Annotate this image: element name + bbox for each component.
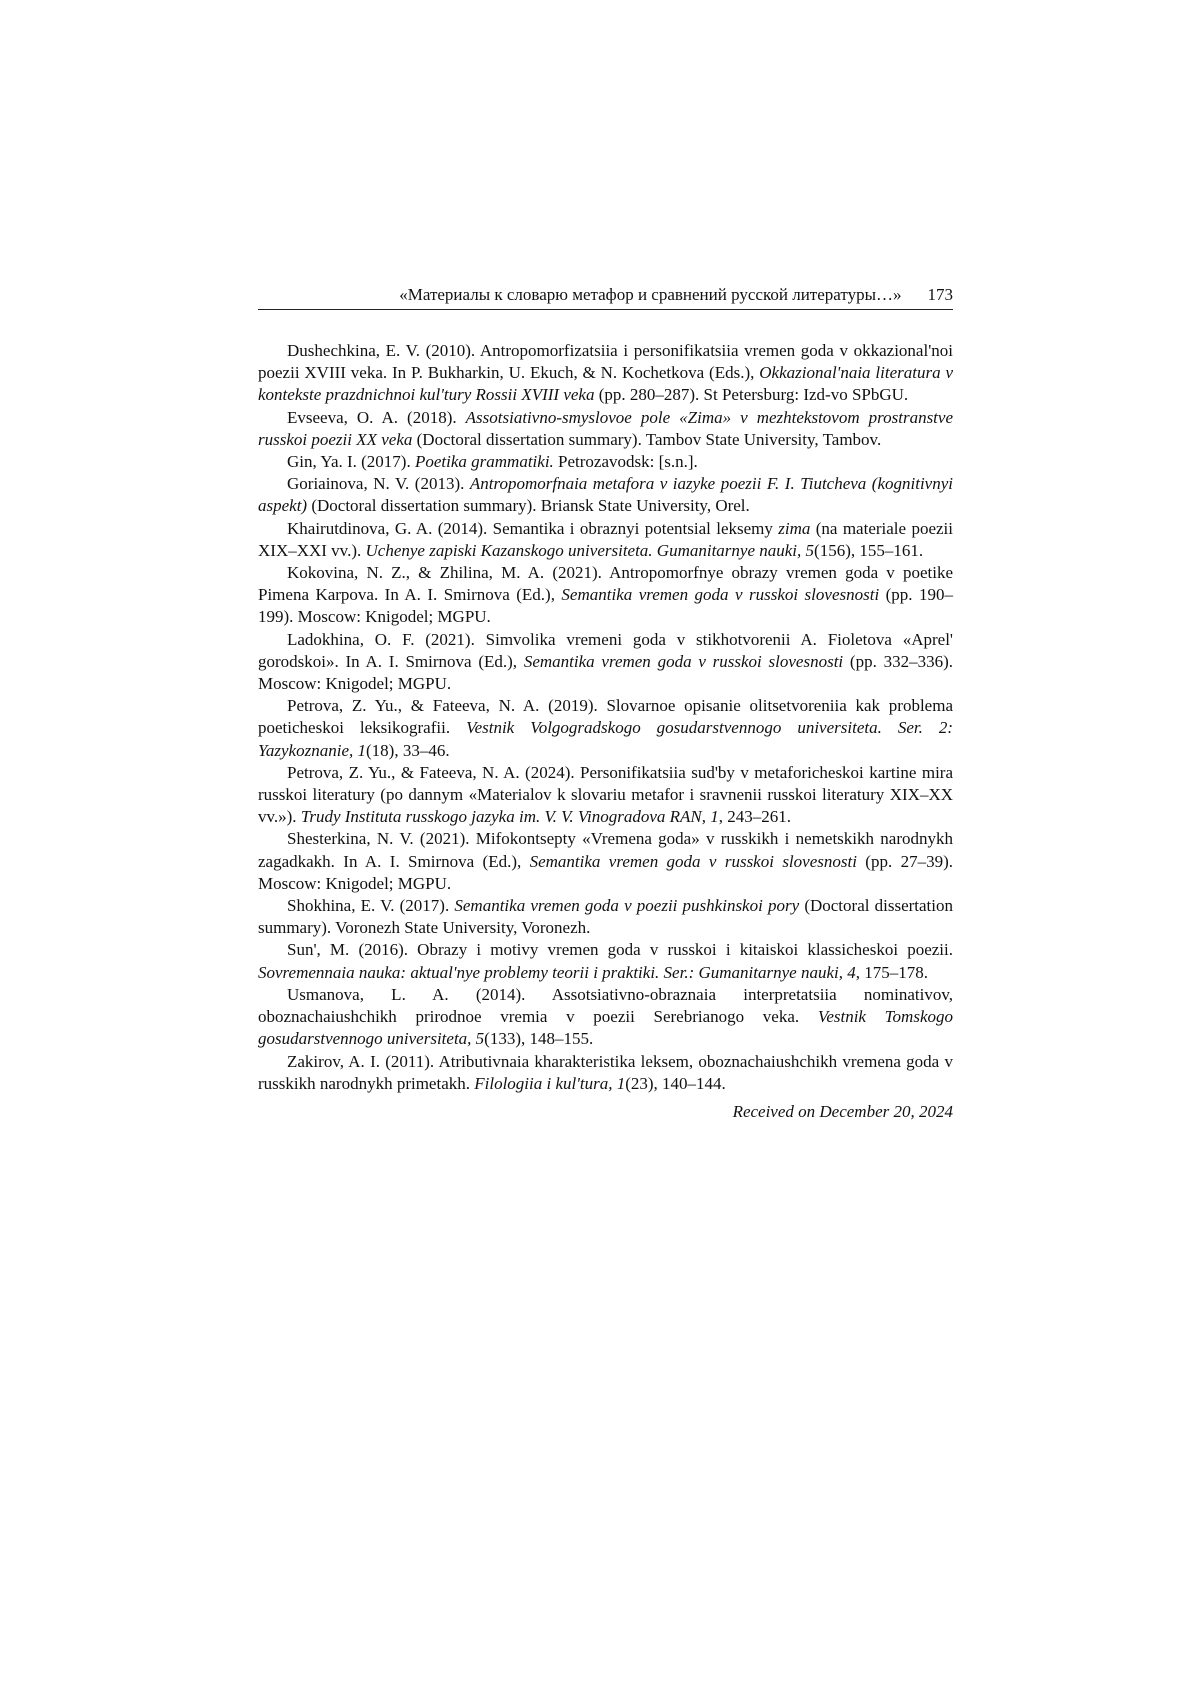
received-date: Received on December 20, 2024 xyxy=(732,1101,953,1121)
reference-item: Ladokhina, O. F. (2021). Simvolika vremeni goda v stikhotvorenii A. Fioletova «Aprel' gorodskoi». In A. I. Smirnova (Ed.), Semantika vremen goda v russkoi slovesnosti (pp. 332–336). Moscow: Knigodel; MGPU. xyxy=(258,629,953,694)
reference-item: Petrova, Z. Yu., & Fateeva, N. A. (2024). Personifikatsiia sud'by v metaforicheskoi kartine mira russkoi literatury (po dannym «Materialov k slovariu metafor i sravnenii russkoi literatury XIX–XX vv.»). Trudy Instituta russkogo jazyka im. V. V. Vinogradova RAN, 1, 243–261. xyxy=(258,762,953,827)
reference-item: Zakirov, A. I. (2011). Atributivnaia kharakteristika leksem, oboznachaiushchikh vremena goda v russkikh narodnykh primetakh. Filologiia i kul'tura, 1(23), 140–144. xyxy=(258,1051,953,1093)
reference-item: Shokhina, E. V. (2017). Semantika vremen goda v poezii pushkinskoi pory (Doctoral dissertation summary). Voronezh State University, Voronezh. xyxy=(258,896,953,938)
reference-item: Sun', M. (2016). Obrazy i motivy vremen goda v russkoi i kitaiskoi klassicheskoi poezii. Sovremennaia nauka: aktual'nye problemy teorii i praktiki. Ser.: Gumanitarnye nauki, 4, 175–178. xyxy=(258,940,953,982)
reference-item: Goriainova, N. V. (2013). Antropomorfnaia metafora v iazyke poezii F. I. Tiutcheva (kognitivnyi aspekt) (Doctoral dissertation summary). Briansk State University, Orel. xyxy=(258,474,953,516)
reference-item: Gin, Ya. I. (2017). Poetika grammatiki. Petrozavodsk: [s.n.]. xyxy=(287,452,698,472)
page-number: 173 xyxy=(927,285,953,304)
reference-item: Evseeva, O. A. (2018). Assotsiativno-smyslovoe pole «Zima» v mezhtekstovom prostranstve russkoi poezii XX veka (Doctoral dissertation summary). Tambov State University, Tambov. xyxy=(258,407,954,449)
running-title: «Материалы к словарю метафор и сравнений русской литературы…» xyxy=(399,285,902,304)
reference-item: Usmanova, L. A. (2014). Assotsiativno-obraznaia interpretatsiia nominativov, oboznachaiushchikh prirodnoe vremia v poezii Serebrianogo veka. Vestnik Tomskogo gosudarstvennogo universiteta, 5(133), 148–155. xyxy=(258,984,953,1049)
reference-item: Petrova, Z. Yu., & Fateeva, N. A. (2019). Slovarnoe opisanie olitsetvoreniia kak problema poeticheskoi leksikografii. Vestnik Volgogradskogo gosudarstvennogo universiteta. Ser. 2: Yazykoznanie, 1(18), 33–46. xyxy=(258,696,953,760)
reference-item: Khairutdinova, G. A. (2014). Semantika i obraznyi potentsial leksemy zima (na materiale poezii XIX–XXI vv.). Uchenye zapiski Kazanskogo universiteta. Gumanitarnye nauki, 5(156), 155–161. xyxy=(258,518,953,560)
reference-item: Shesterkina, N. V. (2021). Mifokontsepty «Vremena goda» v russkikh i nemetskikh narodnykh zagadkakh. In A. I. Smirnova (Ed.), Semantika vremen goda v russkoi slovesnosti (pp. 27–39). Moscow: Knigodel; MGPU. xyxy=(258,829,953,893)
running-header xyxy=(258,284,953,310)
page-content xyxy=(258,284,953,1123)
reference-item: Kokovina, N. Z., & Zhilina, M. A. (2021). Antropomorfnye obrazy vremen goda v poetike Pimena Karpova. In A. I. Smirnova (Ed.), Semantika vremen goda v russkoi slovesnosti (pp. 190–199). Moscow: Knigodel; MGPU. xyxy=(258,563,953,627)
reference-item: Dushechkina, E. V. (2010). Antropomorfizatsiia i personifikatsiia vremen goda v okkazional'noi poezii XVIII veka. In P. Bukharkin, U. Ekuch, & N. Kochetkova (Eds.), Okkazional'naia literatura v kontekste prazdnichnoi kul'tury Rossii XVIII veka (pp. 280–287). St Petersburg: Izd-vo SPbGU. xyxy=(258,341,953,405)
reference-list xyxy=(258,340,953,1095)
